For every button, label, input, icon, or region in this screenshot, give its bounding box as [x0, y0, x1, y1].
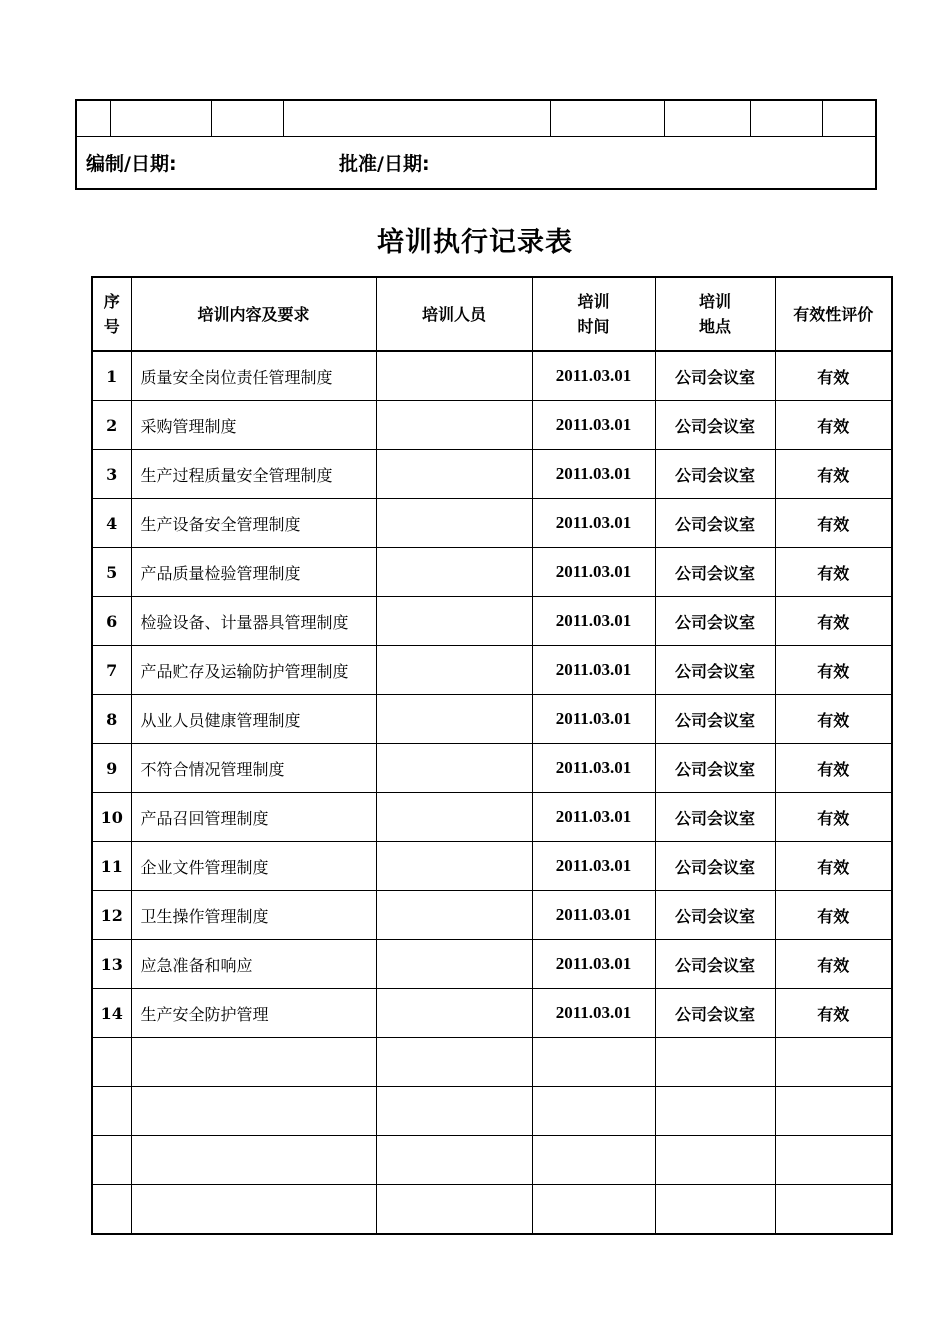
training-people: [376, 1087, 532, 1136]
training-place: 公司会议室: [655, 695, 775, 744]
training-date: 2011.03.01: [532, 891, 655, 940]
header-no-line2: 号: [103, 317, 120, 336]
training-place: 公司会议室: [655, 744, 775, 793]
training-place: 公司会议室: [655, 450, 775, 499]
training-content: 采购管理制度: [131, 401, 376, 450]
table-body: [92, 351, 892, 1234]
approval-cell: [664, 100, 750, 137]
table-row: [92, 744, 892, 793]
header-eval: 有效性评价: [775, 277, 892, 351]
header-time-line2: 时间: [577, 317, 610, 336]
training-content: 应急准备和响应: [131, 940, 376, 989]
training-place: [655, 1087, 775, 1136]
training-people: [376, 891, 532, 940]
table-row: [92, 401, 892, 450]
table-row: [92, 989, 892, 1038]
sign-cell: [76, 137, 876, 190]
training-content: [131, 1038, 376, 1087]
training-place: [655, 1185, 775, 1235]
approval-table: [75, 99, 877, 190]
edit-date-label: 编制/日期:: [86, 153, 177, 175]
row-number: 12: [92, 891, 131, 940]
training-content: 产品贮存及运输防护管理制度: [131, 646, 376, 695]
table-row: [92, 940, 892, 989]
effectiveness-eval: 有效: [775, 646, 892, 695]
row-number: [92, 1087, 131, 1136]
training-content: 卫生操作管理制度: [131, 891, 376, 940]
training-place: 公司会议室: [655, 548, 775, 597]
row-number: 4: [92, 499, 131, 548]
training-place: 公司会议室: [655, 842, 775, 891]
effectiveness-eval: 有效: [775, 793, 892, 842]
row-number: [92, 1038, 131, 1087]
training-people: [376, 1136, 532, 1185]
page-title: 培训执行记录表: [377, 227, 573, 258]
table-row: [92, 499, 892, 548]
effectiveness-eval: 有效: [775, 989, 892, 1038]
training-people: [376, 351, 532, 401]
header-time: [532, 277, 655, 351]
row-number: 5: [92, 548, 131, 597]
header-place-line2: 地点: [698, 317, 731, 336]
training-people: [376, 842, 532, 891]
header-no-line1: 序: [103, 292, 120, 311]
effectiveness-eval: [775, 1038, 892, 1087]
row-number: 13: [92, 940, 131, 989]
effectiveness-eval: 有效: [775, 891, 892, 940]
effectiveness-eval: 有效: [775, 744, 892, 793]
effectiveness-eval: 有效: [775, 695, 892, 744]
training-place: 公司会议室: [655, 646, 775, 695]
approval-cell: [283, 100, 550, 137]
header-time-line1: 培训: [577, 292, 610, 311]
training-people: [376, 450, 532, 499]
training-content: [131, 1087, 376, 1136]
approval-cell: [822, 100, 876, 137]
training-people: [376, 744, 532, 793]
training-date: 2011.03.01: [532, 646, 655, 695]
approval-empty-row: [76, 100, 876, 137]
effectiveness-eval: 有效: [775, 450, 892, 499]
training-content: 生产设备安全管理制度: [131, 499, 376, 548]
effectiveness-eval: 有效: [775, 842, 892, 891]
training-people: [376, 499, 532, 548]
training-people: [376, 793, 532, 842]
header-no: [92, 277, 131, 351]
training-people: [376, 1185, 532, 1235]
header-people: 培训人员: [376, 277, 532, 351]
table-row: [92, 1136, 892, 1185]
row-number: 1: [92, 351, 131, 401]
effectiveness-eval: 有效: [775, 940, 892, 989]
training-date: 2011.03.01: [532, 597, 655, 646]
training-content: 产品召回管理制度: [131, 793, 376, 842]
row-number: [92, 1185, 131, 1235]
training-date: 2011.03.01: [532, 351, 655, 401]
training-date: 2011.03.01: [532, 744, 655, 793]
table-row: [92, 842, 892, 891]
training-content: [131, 1136, 376, 1185]
approval-cell: [750, 100, 822, 137]
training-place: 公司会议室: [655, 891, 775, 940]
row-number: 10: [92, 793, 131, 842]
approval-cell: [550, 100, 664, 137]
table-row: [92, 891, 892, 940]
header-place: [655, 277, 775, 351]
training-content: 不符合情况管理制度: [131, 744, 376, 793]
training-content: 企业文件管理制度: [131, 842, 376, 891]
table-row: [92, 597, 892, 646]
approval-cell: [76, 100, 110, 137]
training-people: [376, 548, 532, 597]
row-number: 3: [92, 450, 131, 499]
row-number: 14: [92, 989, 131, 1038]
row-number: 8: [92, 695, 131, 744]
table-row: [92, 1038, 892, 1087]
table-row: [92, 646, 892, 695]
training-date: 2011.03.01: [532, 989, 655, 1038]
effectiveness-eval: [775, 1185, 892, 1235]
training-place: [655, 1136, 775, 1185]
row-number: 7: [92, 646, 131, 695]
approve-date-label: 批准/日期:: [339, 153, 430, 175]
training-people: [376, 695, 532, 744]
table-row: [92, 1087, 892, 1136]
header-place-line1: 培训: [698, 292, 731, 311]
effectiveness-eval: [775, 1136, 892, 1185]
training-date: 2011.03.01: [532, 695, 655, 744]
training-date: 2011.03.01: [532, 548, 655, 597]
effectiveness-eval: 有效: [775, 597, 892, 646]
training-date: 2011.03.01: [532, 450, 655, 499]
row-number: 11: [92, 842, 131, 891]
table-row: [92, 793, 892, 842]
training-content: 产品质量检验管理制度: [131, 548, 376, 597]
training-date: 2011.03.01: [532, 499, 655, 548]
training-place: 公司会议室: [655, 351, 775, 401]
effectiveness-eval: 有效: [775, 401, 892, 450]
table-row: [92, 548, 892, 597]
table-row: [92, 1185, 892, 1235]
training-people: [376, 597, 532, 646]
effectiveness-eval: 有效: [775, 351, 892, 401]
training-content: 检验设备、计量器具管理制度: [131, 597, 376, 646]
training-place: 公司会议室: [655, 597, 775, 646]
training-record-table: [91, 276, 893, 1235]
row-number: 6: [92, 597, 131, 646]
training-date: 2011.03.01: [532, 842, 655, 891]
training-place: 公司会议室: [655, 499, 775, 548]
table-header-row: [92, 277, 892, 351]
training-place: 公司会议室: [655, 793, 775, 842]
training-content: 生产安全防护管理: [131, 989, 376, 1038]
training-people: [376, 646, 532, 695]
training-date: [532, 1136, 655, 1185]
row-number: 2: [92, 401, 131, 450]
approval-cell: [211, 100, 283, 137]
training-people: [376, 401, 532, 450]
training-content: 质量安全岗位责任管理制度: [131, 351, 376, 401]
training-place: 公司会议室: [655, 401, 775, 450]
table-row: [92, 351, 892, 401]
training-date: 2011.03.01: [532, 940, 655, 989]
training-date: [532, 1087, 655, 1136]
approval-cell: [110, 100, 211, 137]
table-row: [92, 695, 892, 744]
effectiveness-eval: 有效: [775, 499, 892, 548]
row-number: 9: [92, 744, 131, 793]
training-date: [532, 1038, 655, 1087]
table-row: [92, 450, 892, 499]
approval-sign-row: [76, 137, 876, 190]
training-date: [532, 1185, 655, 1235]
training-content: [131, 1185, 376, 1235]
training-date: 2011.03.01: [532, 401, 655, 450]
training-people: [376, 989, 532, 1038]
effectiveness-eval: 有效: [775, 548, 892, 597]
training-people: [376, 1038, 532, 1087]
training-place: 公司会议室: [655, 989, 775, 1038]
header-content: 培训内容及要求: [131, 277, 376, 351]
effectiveness-eval: [775, 1087, 892, 1136]
row-number: [92, 1136, 131, 1185]
training-place: [655, 1038, 775, 1087]
training-content: 从业人员健康管理制度: [131, 695, 376, 744]
training-date: 2011.03.01: [532, 793, 655, 842]
training-people: [376, 940, 532, 989]
training-place: 公司会议室: [655, 940, 775, 989]
training-content: 生产过程质量安全管理制度: [131, 450, 376, 499]
